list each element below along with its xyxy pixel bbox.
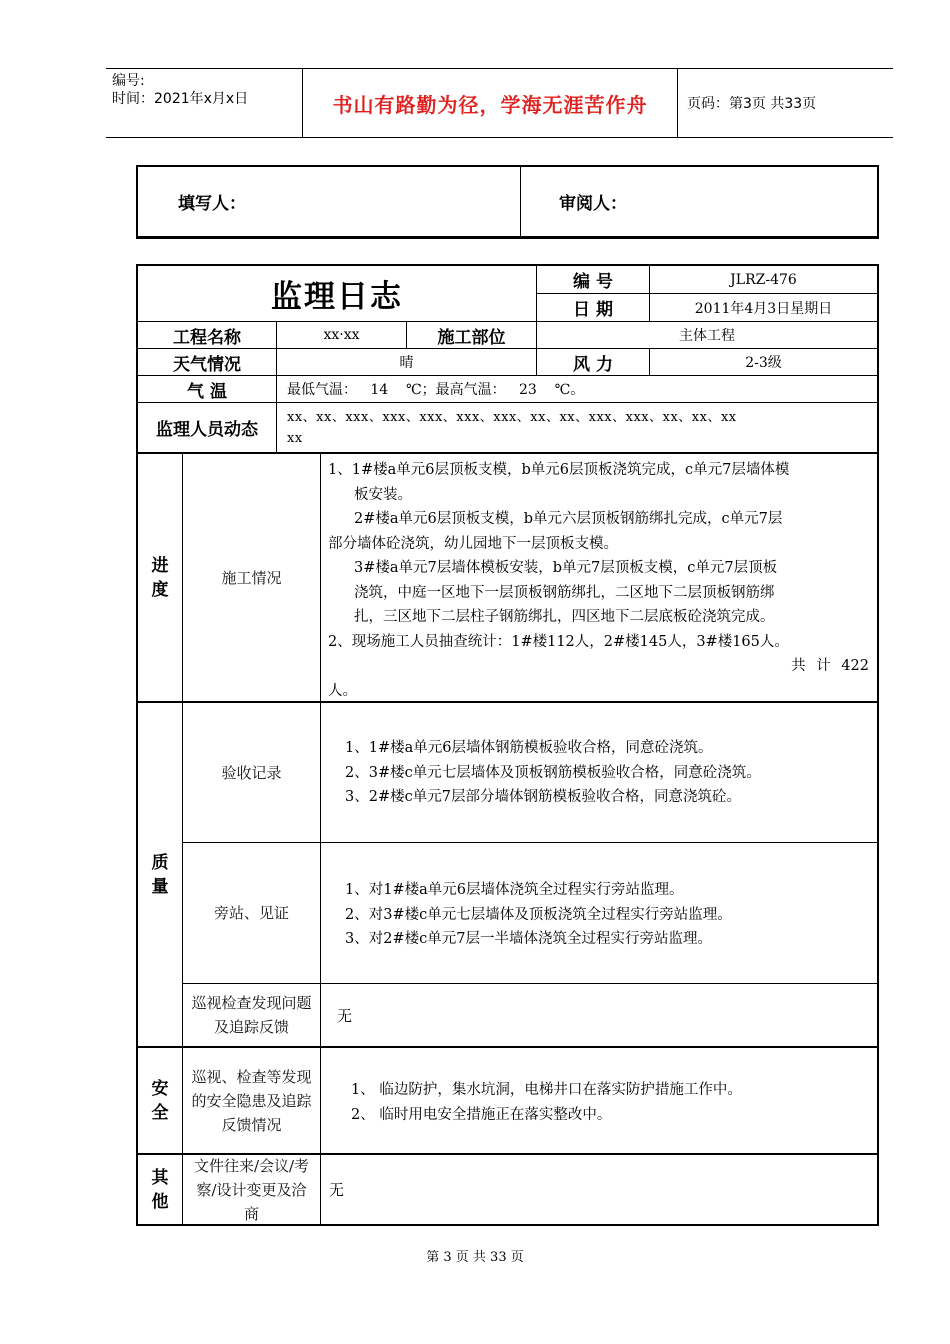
progress-line: 人。 [328, 682, 357, 699]
progress-line: 部分墙体砼浇筑，幼儿园地下一层顶板支模。 [328, 535, 618, 552]
date-value: 2011年4月3日星期日 [649, 293, 877, 321]
weather-label: 天气情况 [138, 348, 276, 375]
witness-label: 旁站、见证 [182, 842, 320, 983]
weather-value: 晴 [276, 348, 536, 375]
acceptance-content [320, 701, 877, 842]
other-value: 无 [320, 1153, 877, 1224]
progress-line: 扎，三区地下二层柱子钢筋绑扎，四区地下二层底板砼浇筑完成。 [354, 609, 775, 625]
acceptance-line: 3、2#楼c单元7层部分墙体钢筋模板验收合格，同意浇筑砼。 [345, 789, 741, 805]
progress-line: 浇筑，中庭一区地下一层顶板钢筋绑扎，二区地下二层顶板钢筋绑 [354, 584, 775, 601]
progress-line: 2#楼a单元6层顶板支模，b单元六层顶板钢筋绑扎完成，c单元7层 [354, 511, 783, 527]
progress-line: 3#楼a单元7层墙体模板安装，b单元7层顶板支模，c单元7层顶板 [354, 560, 778, 576]
other-section-label: 其他 [138, 1153, 182, 1224]
acceptance-label: 验收记录 [182, 701, 320, 842]
other-sub-label: 文件往来/会议/考察/设计变更及洽商 [182, 1153, 320, 1224]
number-value: JLRZ-476 [649, 266, 877, 293]
progress-line: 1、1#楼a单元6层顶板支模，b单元6层顶板浇筑完成，c单元7层墙体模 [328, 462, 790, 478]
progress-line: 2、现场施工人员抽查统计：1#楼112人，2#楼145人，3#楼165人。 [328, 633, 789, 650]
project-label: 工程名称 [138, 321, 276, 348]
staff-line-1: xx、xx、xxx、xxx、xxx、xxx、xxx、xx、xx、xxx、xxx、xx、xx、xx [287, 410, 737, 425]
safety-section-label: 安全 [138, 1046, 182, 1153]
staff-line-2: xx [287, 431, 303, 446]
header-number-label: 编号: [112, 73, 145, 89]
wind-value: 2-3级 [649, 348, 877, 375]
date-label: 日 期 [536, 293, 649, 321]
progress-sub-label: 施工情况 [182, 452, 320, 701]
temperature-value: 最低气温： 14 ℃；最高气温： 23 ℃。 [276, 375, 877, 402]
header-page-info: 页码：第3页 共33页 [687, 96, 817, 112]
number-label: 编 号 [536, 266, 649, 293]
patrol-label: 巡视检查发现问题及追踪反馈 [182, 983, 320, 1046]
safety-sub-label: 巡视、检查等发现的安全隐患及追踪反馈情况 [182, 1046, 320, 1153]
staff-label: 监理人员动态 [138, 402, 276, 452]
witness-line: 1、对1#楼a单元6层墙体浇筑全过程实行旁站监理。 [345, 882, 684, 898]
header-motto: 书山有路勤为径，学海无涯苦作舟 [303, 69, 678, 137]
witness-line: 3、对2#楼c单元7层一半墙体浇筑全过程实行旁站监理。 [345, 931, 712, 947]
acceptance-line: 2、3#楼c单元七层墙体及顶板钢筋模板验收合格，同意砼浇筑。 [345, 764, 761, 781]
project-value: xx·xx [276, 321, 406, 348]
safety-content [320, 1046, 877, 1153]
part-value: 主体工程 [536, 321, 877, 348]
progress-section-label: 进度 [138, 452, 182, 701]
progress-content [320, 452, 877, 701]
safety-line: 1、 临边防护，集水坑洞，电梯井口在落实防护措施工作中。 [351, 1082, 742, 1098]
part-label: 施工部位 [406, 321, 536, 348]
wind-label: 风 力 [536, 348, 649, 375]
witness-line: 2、对3#楼c单元七层墙体及顶板浇筑全过程实行旁站监理。 [345, 906, 732, 923]
staff-value [276, 402, 877, 452]
log-title: 监理日志 [271, 279, 403, 315]
patrol-value: 无 [320, 983, 877, 1046]
reviewer-field: 审阅人： [559, 194, 627, 214]
acceptance-line: 1、1#楼a单元6层墙体钢筋模板验收合格，同意砼浇筑。 [345, 740, 713, 756]
page-footer: 第 3 页 共 33 页 [426, 1250, 524, 1265]
page-header [106, 68, 893, 138]
signature-box [136, 165, 879, 239]
supervision-log-table [136, 264, 879, 1226]
filler-field: 填写人： [138, 167, 521, 236]
temperature-label: 气 温 [138, 375, 276, 402]
header-meta [106, 69, 303, 137]
header-time: 时间：2021年x月x日 [112, 91, 249, 107]
safety-line: 2、 临时用电安全措施正在落实整改中。 [351, 1106, 612, 1123]
quality-section-label: 质量 [138, 701, 182, 1046]
progress-line: 板安装。 [354, 486, 412, 503]
progress-line: 共 计 422 [791, 658, 869, 674]
witness-content [320, 842, 877, 983]
